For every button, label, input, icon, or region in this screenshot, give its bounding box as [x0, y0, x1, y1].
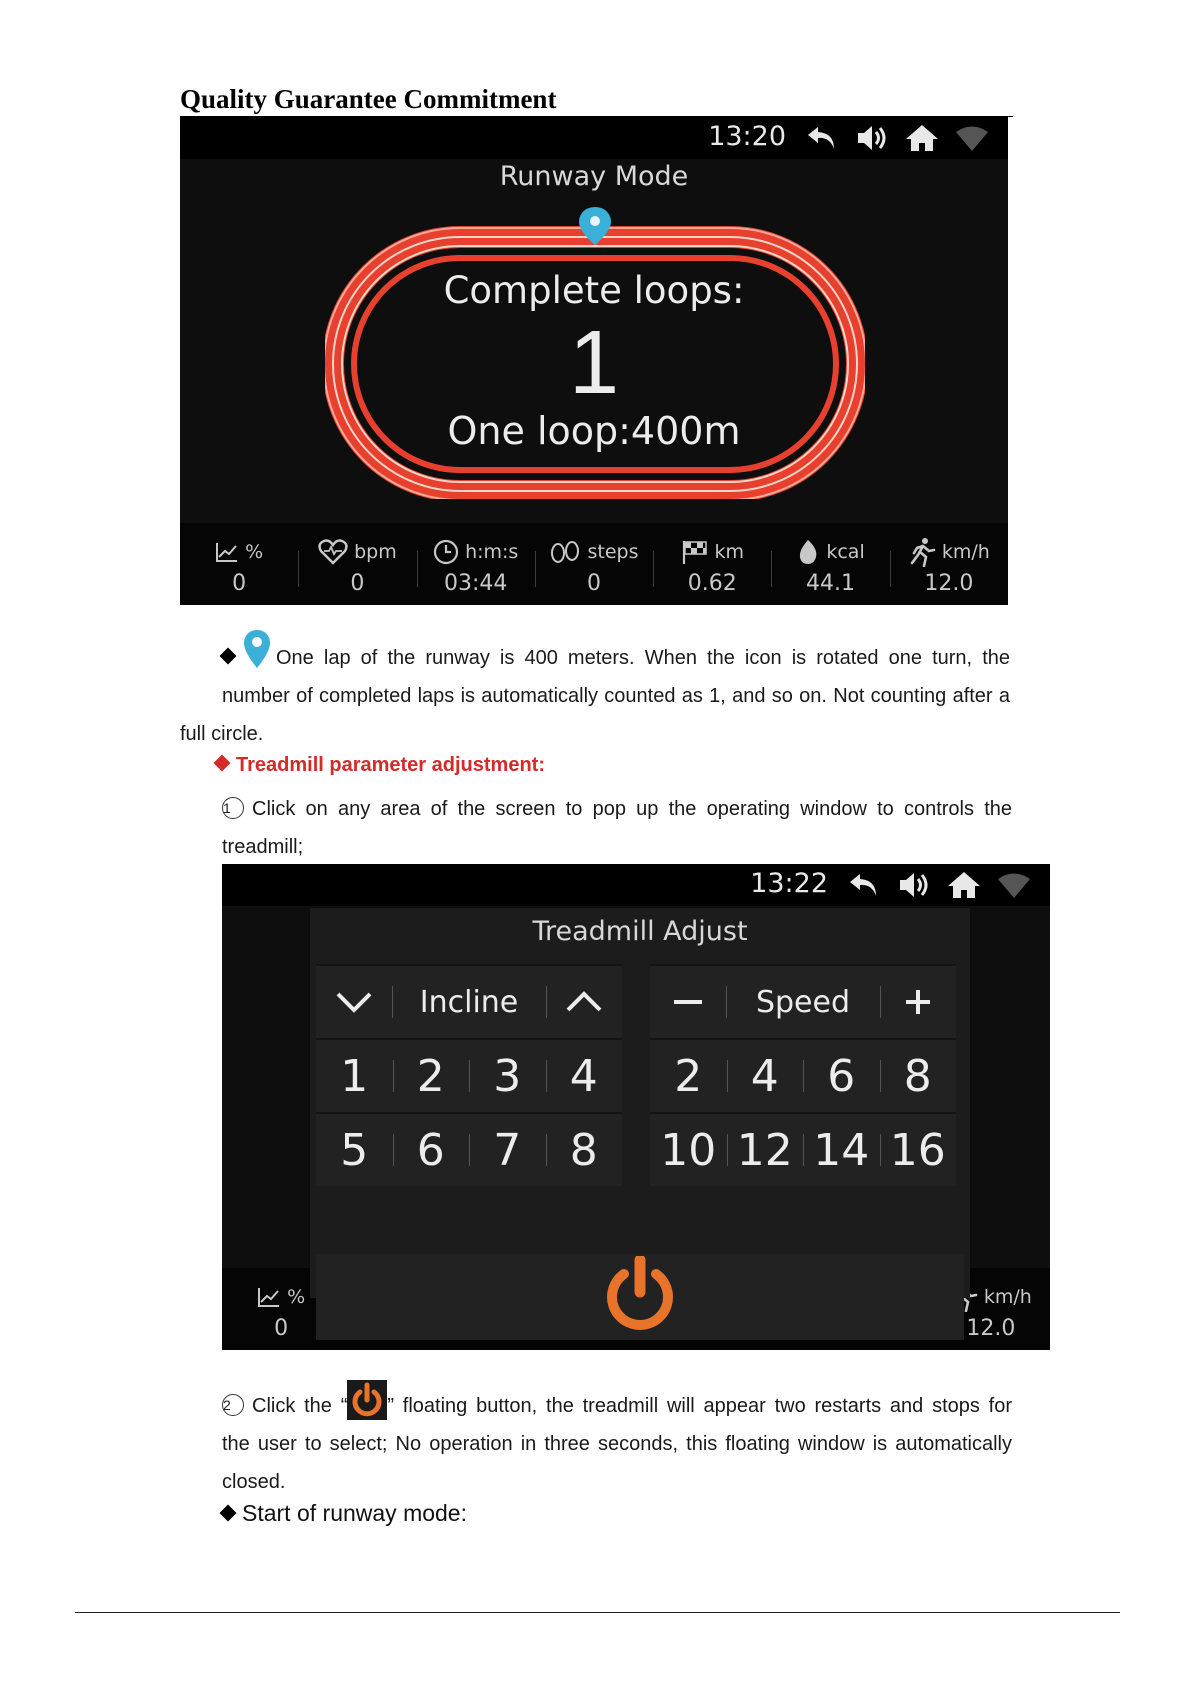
stat-unit: %	[245, 541, 264, 563]
complete-loops-label: Complete loops:	[443, 269, 745, 312]
incline-icon	[257, 1286, 281, 1308]
treadmill-adjust-screenshot	[222, 864, 1050, 1350]
stat-unit: %	[287, 1286, 306, 1308]
incline-icon	[215, 541, 239, 563]
home-icon[interactable]	[904, 123, 940, 153]
footsteps-icon	[549, 539, 581, 565]
stat-value: 12.0	[924, 571, 974, 596]
home-icon[interactable]	[946, 870, 982, 900]
section-heading-text: Treadmill parameter adjustment:	[236, 754, 545, 776]
incline-preset-button[interactable]: 2	[393, 1040, 470, 1112]
runner-icon	[908, 537, 936, 567]
subheading-text: Start of runway mode:	[242, 1500, 467, 1526]
incline-label: Incline	[392, 966, 546, 1038]
speed-preset-button[interactable]: 2	[674, 1050, 703, 1102]
speed-preset-button[interactable]: 6	[803, 1040, 880, 1112]
section-heading	[216, 754, 545, 777]
wifi-icon	[996, 870, 1032, 900]
back-icon[interactable]	[846, 870, 882, 900]
incline-preset-button[interactable]: 6	[393, 1114, 470, 1186]
speed-preset-button[interactable]: 4	[727, 1040, 804, 1112]
stat-speed	[890, 523, 1008, 605]
speed-label: Speed	[726, 966, 880, 1038]
speed-increase-button[interactable]	[880, 966, 956, 1038]
diamond-bullet-icon	[214, 755, 231, 772]
para-line: full circle.	[180, 723, 264, 745]
status-bar	[180, 117, 1008, 159]
diamond-bullet-icon	[220, 1505, 237, 1522]
wifi-icon	[954, 123, 990, 153]
stat-heart-rate	[298, 523, 416, 605]
status-clock: 13:22	[750, 868, 828, 899]
incline-down-button[interactable]	[316, 966, 392, 1038]
speed-preset-button[interactable]: 16	[880, 1114, 957, 1186]
incline-preset-button[interactable]: 3	[469, 1040, 546, 1112]
flame-icon	[796, 539, 820, 565]
power-button[interactable]	[600, 1256, 680, 1338]
stat-calories	[771, 523, 889, 605]
speed-preset-button[interactable]: 14	[803, 1114, 880, 1186]
stat-unit: km/h	[983, 1286, 1032, 1308]
power-button-icon	[347, 1380, 387, 1420]
loop-info: One loop:400m	[447, 409, 741, 453]
status-bar	[222, 864, 1050, 906]
stat-unit: km	[714, 541, 745, 563]
stat-unit: steps	[587, 541, 639, 563]
speed-decrease-button[interactable]	[650, 966, 726, 1038]
document-title: Quality Guarantee Commitment	[180, 84, 557, 114]
para-line: One lap of the runway is 400 meters. When the icon is rotated one turn, the	[276, 647, 1010, 669]
incline-preset-button[interactable]: 4	[546, 1040, 623, 1112]
stat-time	[417, 523, 535, 605]
para-line: ” floating button, the treadmill will appear two restarts and stops for	[387, 1395, 1012, 1417]
incline-preset-button[interactable]: 5	[340, 1124, 369, 1176]
para-line: Click on any area of the screen to pop up the operating window to controls the	[252, 798, 1012, 820]
step-number: 2	[222, 1394, 244, 1416]
stat-value: 12.0	[966, 1316, 1016, 1341]
step-number: 1	[222, 797, 244, 819]
runway-lap-description	[180, 628, 1010, 753]
clock-icon	[433, 539, 459, 565]
stats-bar	[180, 523, 1008, 605]
step-1-description	[222, 790, 1012, 866]
heart-icon	[318, 539, 348, 565]
para-line: number of completed laps is automatically counted as 1, and so on. Not counting after a	[222, 685, 1010, 707]
chevron-down-icon	[334, 990, 374, 1014]
complete-loops-count: 1	[568, 313, 620, 413]
speed-panel	[650, 964, 956, 1184]
stat-value: 0	[274, 1316, 289, 1341]
stat-value: 44.1	[806, 571, 856, 596]
step-2-description	[222, 1380, 1012, 1501]
flag-icon	[681, 539, 709, 565]
subheading	[222, 1500, 467, 1527]
stat-value: 0	[350, 571, 365, 596]
stat-unit: h:m:s	[465, 541, 519, 563]
speed-preset-button[interactable]: 12	[727, 1114, 804, 1186]
plus-icon	[900, 987, 936, 1017]
volume-icon[interactable]	[896, 870, 932, 900]
incline-up-button[interactable]	[546, 966, 622, 1038]
footer-rule	[75, 1612, 1120, 1613]
incline-preset-button[interactable]: 7	[469, 1114, 546, 1186]
stat-value: 0	[232, 571, 247, 596]
chevron-up-icon	[564, 990, 604, 1014]
incline-panel	[316, 964, 622, 1184]
volume-icon[interactable]	[854, 123, 890, 153]
stat-unit: kcal	[826, 541, 865, 563]
stat-distance	[653, 523, 771, 605]
incline-preset-button[interactable]: 1	[340, 1050, 369, 1102]
runway-mode-screenshot	[180, 117, 1008, 605]
status-clock: 13:20	[708, 121, 786, 152]
stat-incline	[180, 523, 298, 605]
stat-value: 0.62	[687, 571, 737, 596]
treadmill-adjust-dialog	[310, 908, 970, 1298]
para-line: Click the “	[252, 1395, 348, 1417]
mode-title: Runway Mode	[499, 161, 689, 192]
dialog-title: Treadmill Adjust	[532, 916, 748, 947]
back-icon[interactable]	[804, 123, 840, 153]
para-line: treadmill;	[222, 836, 304, 858]
stat-unit: bpm	[354, 541, 397, 563]
speed-preset-button[interactable]: 10	[660, 1124, 717, 1176]
minus-icon	[670, 990, 706, 1014]
stat-steps	[535, 523, 653, 605]
diamond-bullet-icon	[220, 648, 237, 665]
para-line: the user to select; No operation in three seconds, this floating window is automatically	[222, 1433, 1012, 1455]
speed-preset-button[interactable]: 8	[880, 1040, 957, 1112]
stat-value: 0	[586, 571, 601, 596]
stat-value: 03:44	[444, 571, 508, 596]
location-pin-icon	[242, 628, 272, 670]
para-line: closed.	[222, 1471, 286, 1493]
stat-unit: km/h	[941, 541, 990, 563]
incline-preset-button[interactable]: 8	[546, 1114, 623, 1186]
